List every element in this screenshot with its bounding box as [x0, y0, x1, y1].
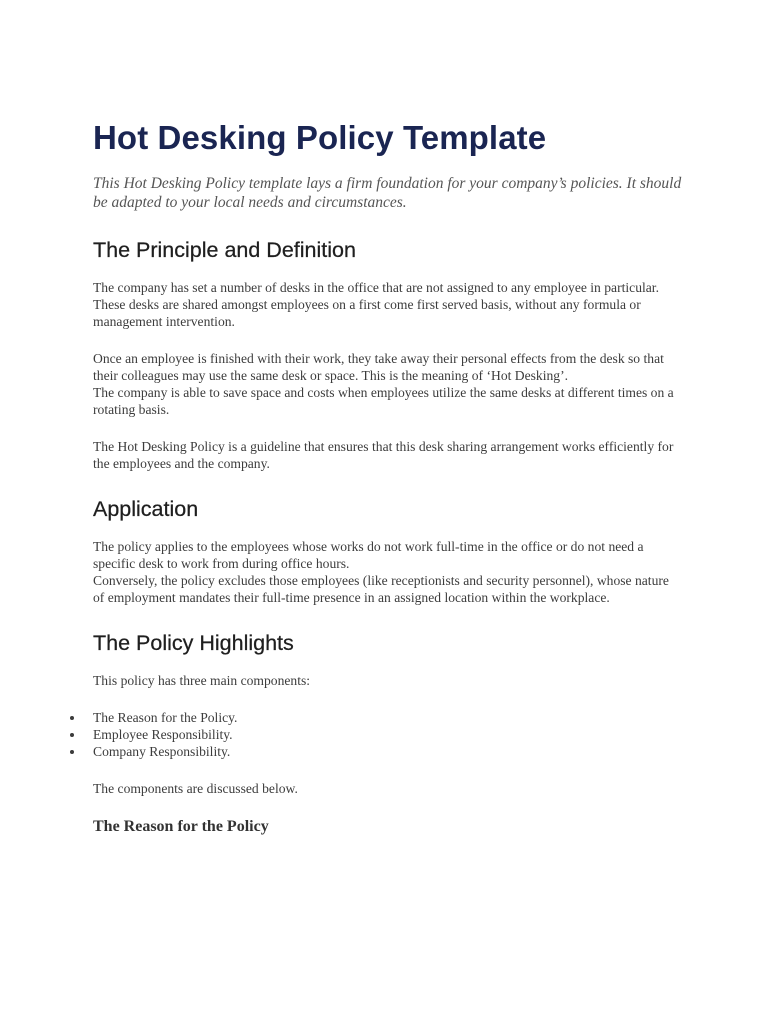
paragraph: The components are discussed below.: [93, 781, 298, 796]
section-heading-principle: The Principle and Definition: [93, 238, 356, 262]
paragraph: This policy has three main components:: [93, 673, 311, 688]
intro-paragraph: This Hot Desking Policy template lays a firm foundation for your company’s policies. It should be adapted to your local needs and circumstances.: [93, 175, 682, 211]
bullet-icon: [70, 750, 74, 754]
paragraph: The Hot Desking Policy is a guideline that ensures that this desk sharing arrangement works efficiently for the employees and the company.: [93, 439, 674, 471]
paragraph: Conversely, the policy excludes those employees (like receptionists and security personnel), whose nature of employment mandates their full-time presence in an assigned location within the workplace.: [93, 573, 669, 605]
section-heading-highlights: The Policy Highlights: [93, 631, 294, 655]
paragraph: Once an employee is finished with their work, they take away their personal effects from the desk so that their colleagues may use the same desk or space. This is the meaning of ‘Hot Desking’.: [93, 351, 664, 383]
list-item: [93, 709, 683, 726]
subsection-heading-reason: The Reason for the Policy: [93, 818, 269, 835]
list-item-text: Employee Responsibility.: [93, 727, 233, 742]
bullet-icon: [70, 716, 74, 720]
document-page: [93, 118, 683, 837]
paragraph: The policy applies to the employees whose works do not work full-time in the office or do not need a specific desk to work from during office hours.: [93, 539, 644, 571]
list-item-text: Company Responsibility.: [93, 744, 231, 759]
list-item: [93, 743, 683, 760]
paragraph: The company is able to save space and costs when employees utilize the same desks at different times on a rotating basis.: [93, 385, 674, 417]
paragraph: The company has set a number of desks in the office that are not assigned to any employee in particular. These desks are shared amongst employees on a first come first served basis, without any formula or management intervention.: [93, 280, 659, 329]
list-item: [93, 726, 683, 743]
bullet-icon: [70, 733, 74, 737]
section-heading-application: Application: [93, 497, 199, 521]
components-list: [93, 709, 683, 760]
document-title: Hot Desking Policy Template: [93, 119, 547, 156]
list-item-text: The Reason for the Policy.: [93, 710, 238, 725]
